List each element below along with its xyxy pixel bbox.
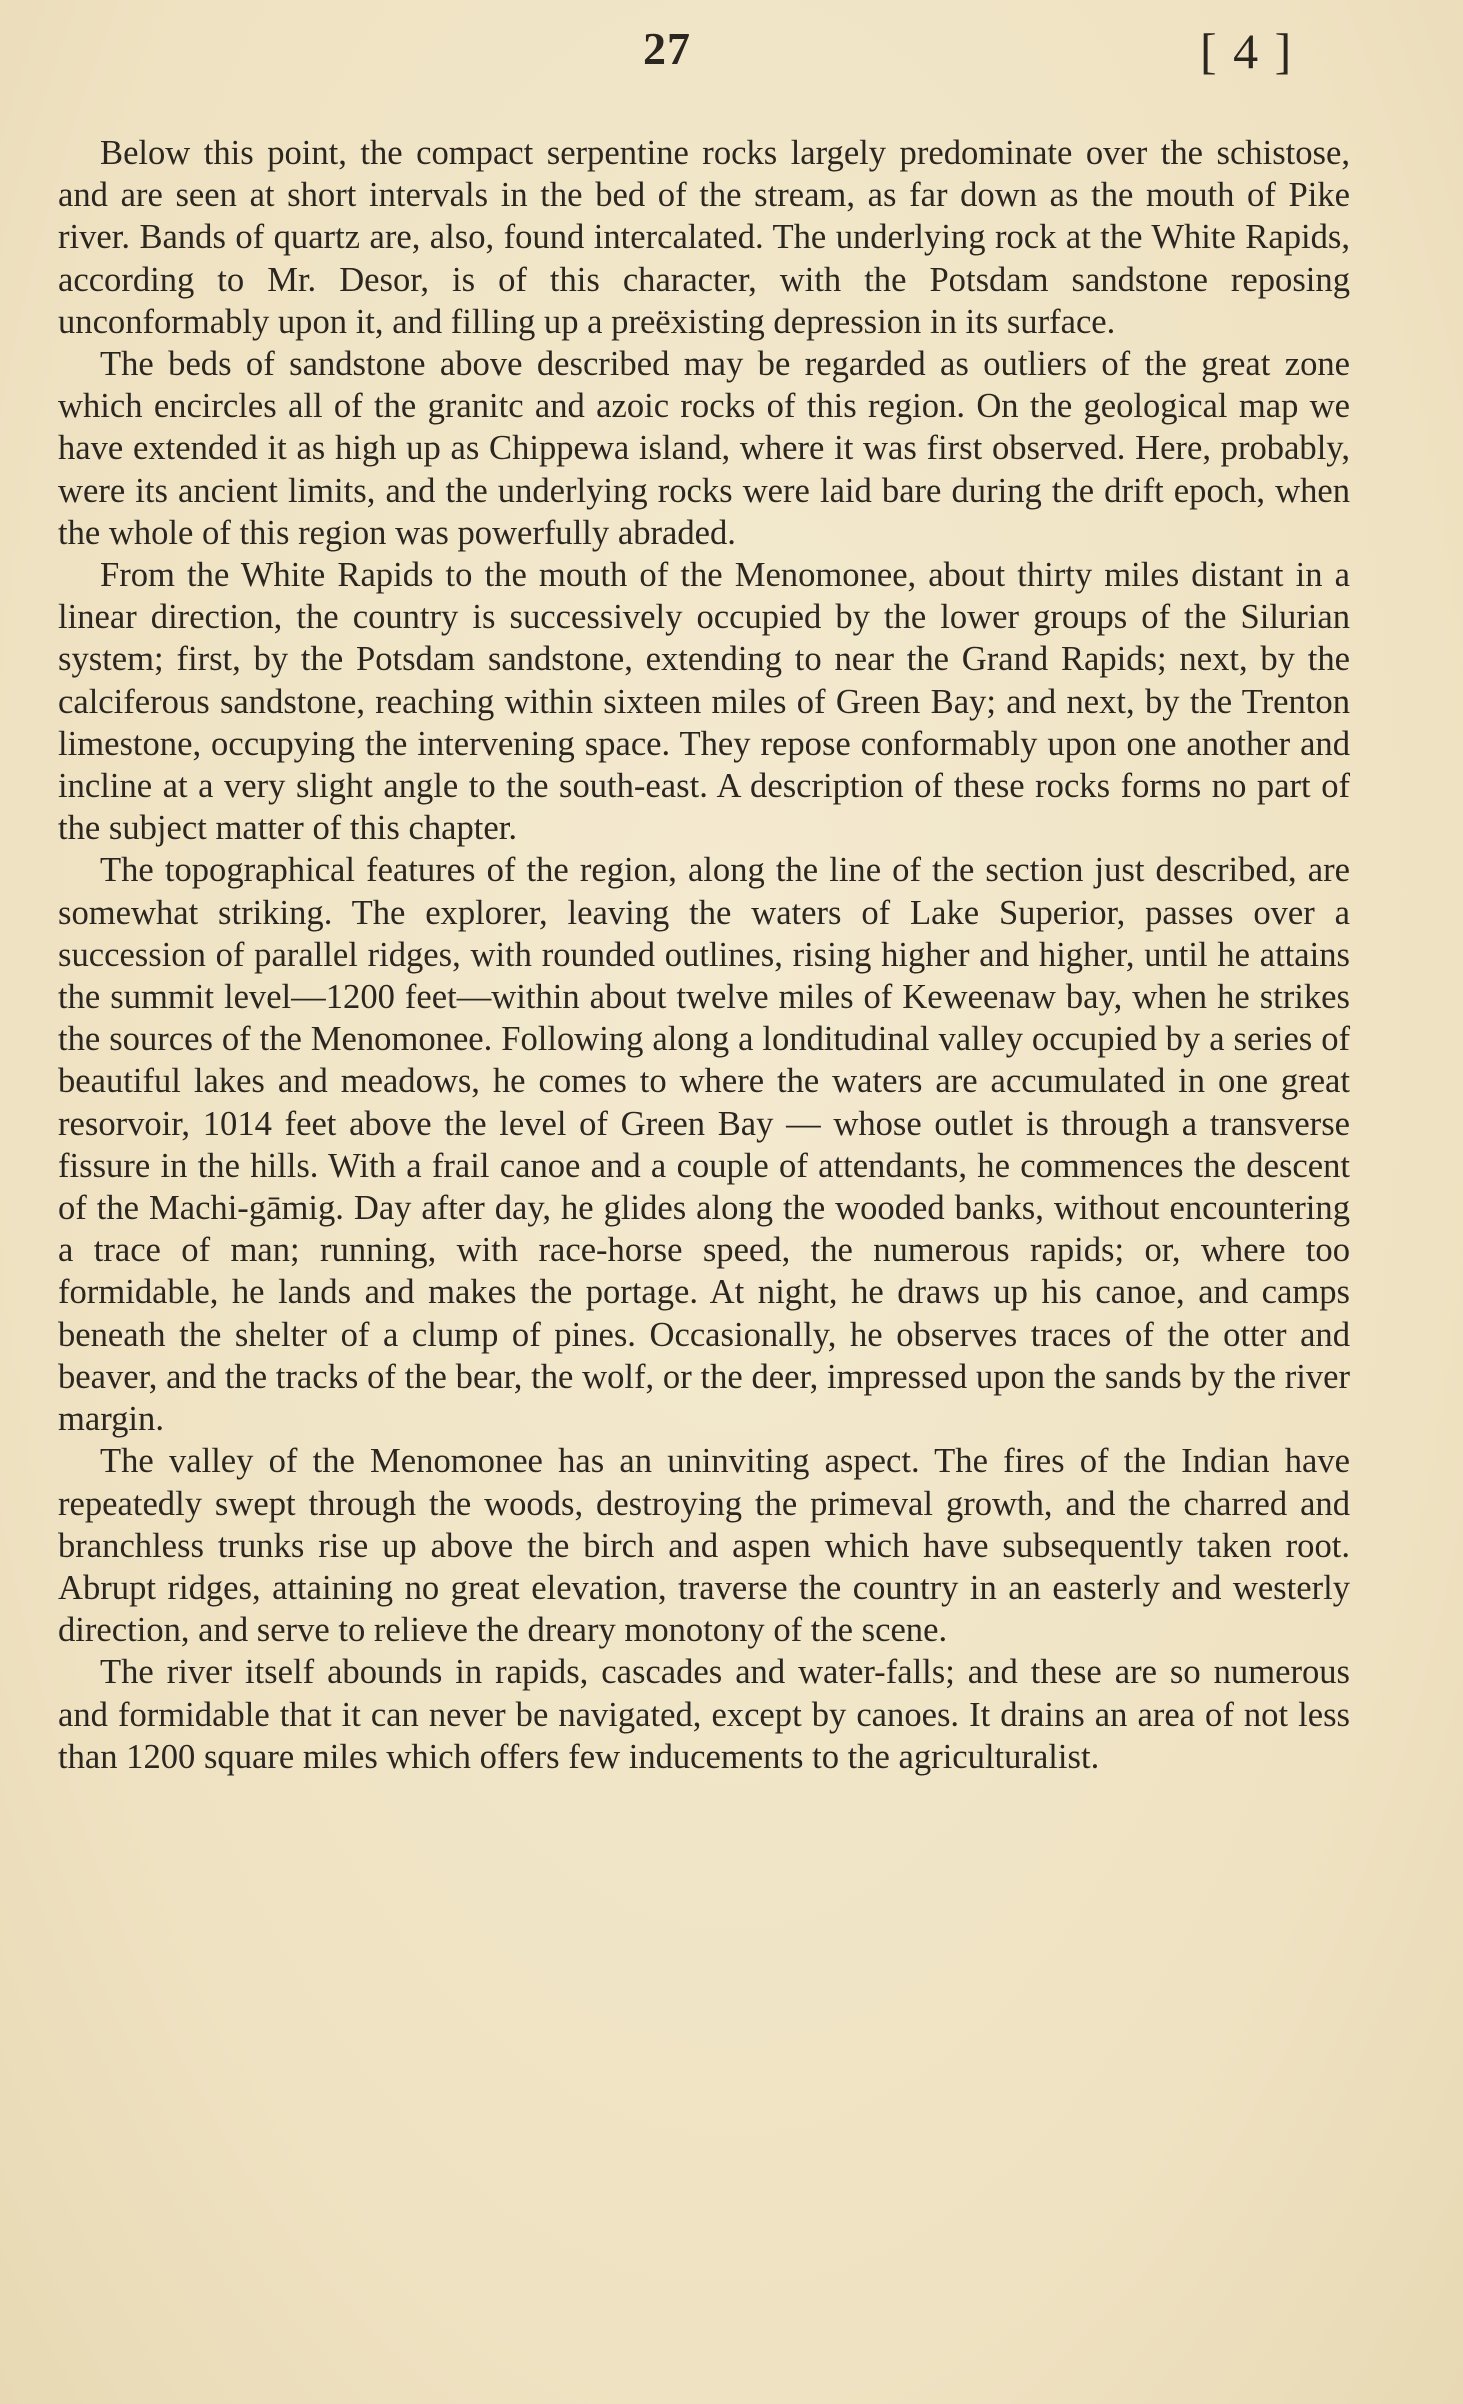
body-text [58, 132, 1350, 1778]
paragraph: Below this point, the compact serpentine rocks largely predominate over the schistose, and are seen at short intervals in the bed of the stream, as far down as the mouth of Pike river. Bands of quartz are, also, found intercalated. The underlying rock at the White Rapids, according to Mr. Desor, is of this character, with the Potsdam sandstone reposing unconformably upon it, and filling up a preëxisting depression in its surface. [58, 134, 1350, 341]
paragraph: From the White Rapids to the mouth of the Menomonee, about thirty miles distant in a linear direction, the country is successively occupied by the lower groups of the Silurian system; first, by the Potsdam sandstone, extending to near the Grand Rapids; next, by the calciferous sandstone, reaching within sixteen miles of Green Bay; and next, by the Trenton limestone, occupying the intervening space. They repose conformably upon one another and incline at a very slight angle to the south-east. A description of these rocks forms no part of the subject matter of this chapter. [58, 556, 1350, 848]
paragraph: The beds of sandstone above described may be regarded as outliers of the great zone which encircles all of the granitc and azoic rocks of this region. On the geological map we have extended it as high up as Chippewa island, where it was first observed. Here, probably, were its ancient limits, and the underlying rocks were laid bare during the drift epoch, when the whole of this region was powerfully abraded. [58, 345, 1350, 552]
page-number: 27 [643, 23, 691, 74]
signature-mark: [ 4 ] [1200, 23, 1294, 79]
paragraph: The river itself abounds in rapids, cascades and water-falls; and these are so numerous and formidable that it can never be navigated, except by canoes. It drains an area of not less than 1200 square miles which offers few inducements to the agriculturalist. [58, 1653, 1350, 1776]
page-header [0, 20, 1463, 80]
paragraph: The topographical features of the region, along the line of the section just described, are somewhat striking. The explorer, leaving the waters of Lake Superior, passes over a succession of parallel ridges, with rounded outlines, rising higher and higher, until he attains the summit level—1200 feet—within about twelve miles of Keweenaw bay, when he strikes the sources of the Menomonee. Following along a londitudinal valley occupied by a series of beautiful lakes and meadows, he comes to where the waters are accumulated in one great resorvoir, 1014 feet above the level of Green Bay — whose outlet is through a transverse fissure in the hills. With a frail canoe and a couple of attendants, he commences the descent of the Machi-gāmig. Day after day, he glides along the wooded banks, without encountering a trace of man; running, with race-horse speed, the numerous rapids; or, where too formidable, he lands and makes the portage. At night, he draws up his canoe, and camps beneath the shelter of a clump of pines. Occasionally, he observes traces of the otter and beaver, and the tracks of the bear, the wolf, or the deer, impressed upon the sands by the river margin. [58, 851, 1350, 1439]
paragraph: The valley of the Menomonee has an uninviting aspect. The fires of the Indian have repeatedly swept through the woods, destroying the primeval growth, and the charred and branchless trunks rise up above the birch and aspen which have subsequently taken root. Abrupt ridges, attaining no great elevation, traverse the country in an easterly and westerly direction, and serve to relieve the dreary monotony of the scene. [58, 1442, 1350, 1650]
